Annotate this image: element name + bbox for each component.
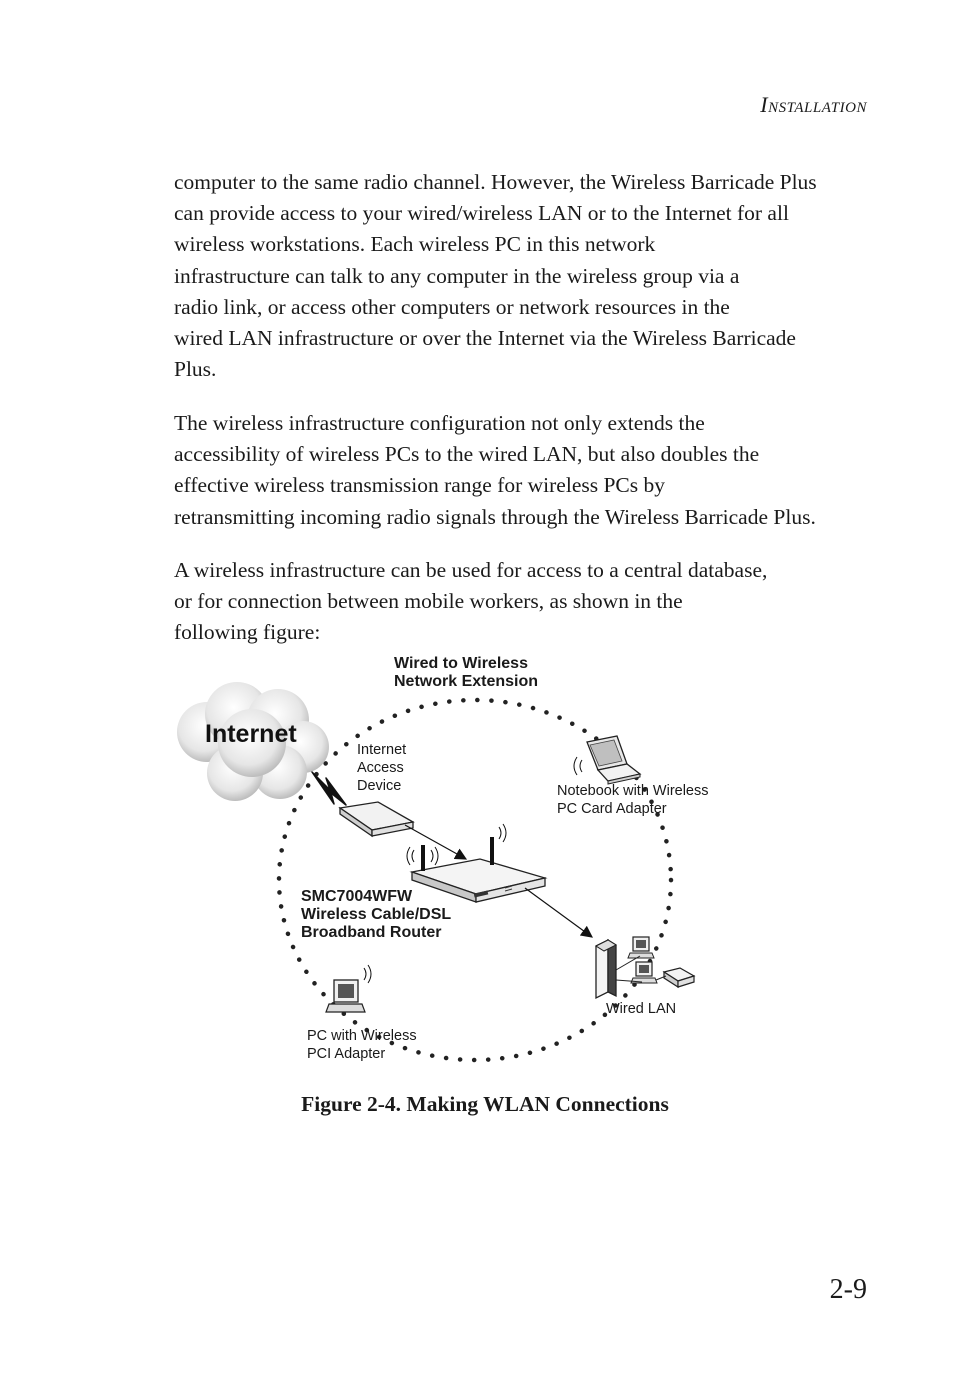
paragraph-3 — [174, 555, 874, 649]
figure-caption: Figure 2-4. Making WLAN Connections — [301, 1092, 669, 1116]
pc-label — [307, 1027, 417, 1063]
pc-signal-icon — [364, 965, 371, 983]
text-line: radio link, or access other computers or network resources in the — [174, 294, 730, 319]
page-number: 2-9 — [829, 1274, 867, 1305]
paragraph-2 — [174, 408, 874, 533]
text-line: retransmitting incoming radio signals through the Wireless Barricade Plus. — [174, 504, 816, 529]
text-line: or for connection between mobile workers, as shown in the — [174, 589, 683, 614]
text-line: following figure: — [174, 620, 321, 645]
router-label — [301, 888, 451, 942]
access-device-line: Access — [357, 760, 404, 776]
desktop-pc-icon — [326, 980, 365, 1012]
figure-title — [394, 655, 538, 691]
notebook-line: PC Card Adapter — [557, 801, 667, 817]
access-device-line: Internet — [357, 742, 407, 758]
running-header — [760, 92, 867, 118]
text-line: wireless workstations. Each wireless PC in this network — [174, 232, 656, 257]
text-line: computer to the same radio channel. However, the Wireless Barricade Plus — [174, 170, 817, 194]
notebook-line: Notebook with Wireless — [557, 783, 709, 799]
network-diagram — [0, 640, 954, 1080]
lan-pc-icon — [631, 962, 657, 983]
text-line: accessibility of wireless PCs to the wired LAN, but also doubles the — [174, 442, 760, 467]
notebook-label — [557, 782, 709, 818]
figure-title-line: Wired to Wireless — [394, 655, 528, 672]
text-line: wired LAN infrastructure or over the Internet via the Wireless Barricade — [174, 326, 796, 351]
wlan-figure — [0, 640, 954, 1080]
lan-link — [525, 888, 592, 937]
lan-pc-icon — [628, 937, 654, 958]
lightning-icon — [312, 772, 346, 805]
internet-label: Internet — [205, 720, 297, 748]
text-line: The wireless infrastructure configuration not only extends the — [174, 411, 705, 435]
access-device-line: Device — [357, 778, 402, 794]
text-line: A wireless infrastructure can be used for access to a central database, — [174, 558, 768, 582]
text-line: can provide access to your wired/wireless LAN or to the Internet for all — [174, 201, 789, 226]
text-line: effective wireless transmission range for wireless PCs by — [174, 473, 666, 498]
text-line: Plus. — [174, 357, 217, 382]
modem-icon — [340, 802, 413, 836]
notebook-signal-icon — [574, 757, 582, 775]
modem-link — [405, 825, 466, 859]
access-device-label — [357, 741, 406, 795]
header-rest: NSTALLATION — [768, 100, 867, 116]
printer-icon — [664, 968, 694, 987]
pc-line: PCI Adapter — [307, 1046, 386, 1062]
router-line: Wireless Cable/DSL — [301, 906, 452, 923]
figure-title-line: Network Extension — [394, 673, 539, 690]
notebook-icon — [587, 736, 640, 784]
header-initial: I — [760, 92, 769, 117]
server-icon — [596, 940, 616, 998]
text-line: infrastructure can talk to any computer in the wireless group via a — [174, 263, 740, 288]
pc-line: PC with Wireless — [307, 1028, 417, 1044]
paragraph-1 — [174, 167, 874, 385]
wired-lan-label: Wired LAN — [606, 1001, 677, 1017]
router-line: SMC7004WFW — [301, 888, 413, 905]
router-line: Broadband Router — [301, 924, 442, 941]
